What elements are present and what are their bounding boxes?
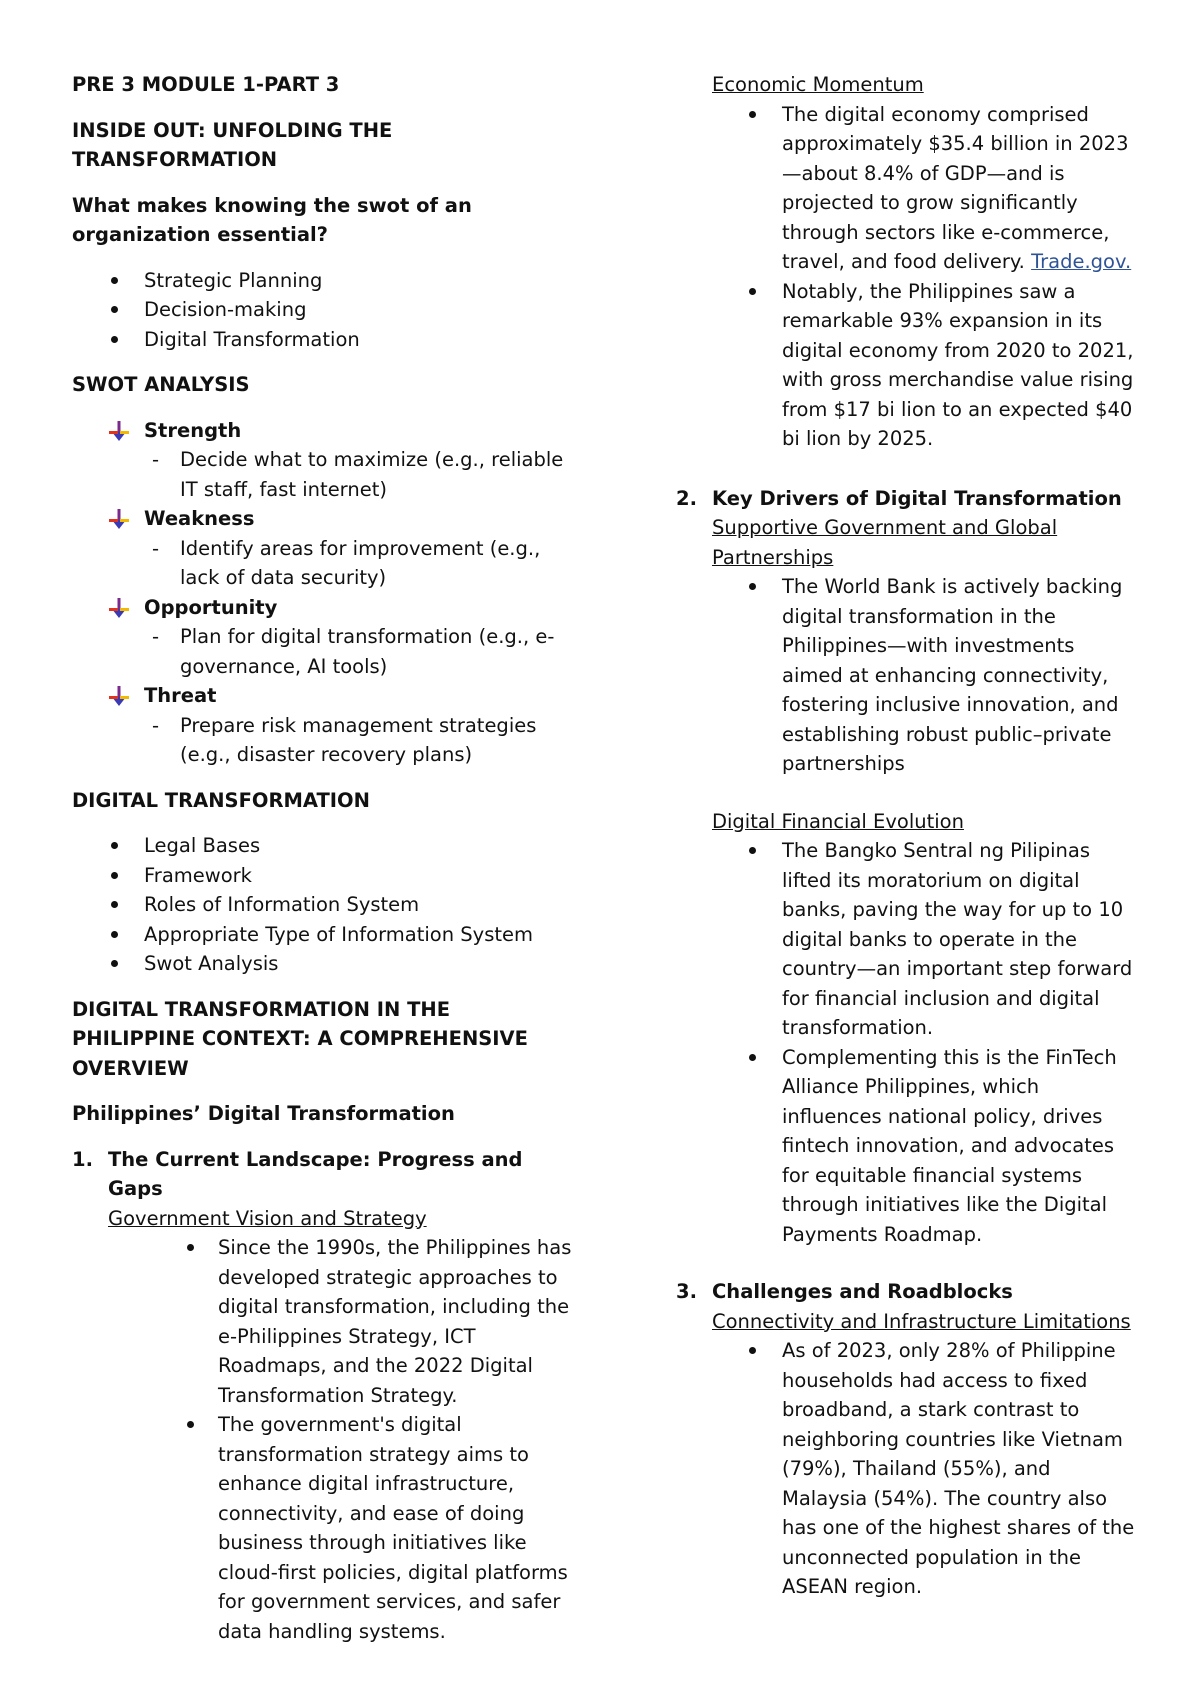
swot-label: Opportunity bbox=[144, 595, 278, 619]
section-number: 1. bbox=[72, 1147, 93, 1171]
question-list bbox=[72, 266, 572, 355]
list-item: Swot Analysis bbox=[72, 949, 572, 979]
arrow-bullet-icon bbox=[108, 420, 130, 442]
list-item: Since the 1990s, the Philippines has developed strategic approaches to digital transformation, including the e-Philippines Strategy, ICT Roadmaps, and the 2022 Digital Transformation Strategy. bbox=[72, 1233, 572, 1410]
swot-label: Strength bbox=[144, 418, 242, 442]
section-1 bbox=[72, 1145, 572, 1234]
swot-item-opportunity bbox=[72, 593, 572, 623]
swot-desc: - Identify areas for improvement (e.g., lack of data security) bbox=[72, 534, 572, 593]
section-title: Challenges and Roadblocks bbox=[712, 1280, 1013, 1303]
swot-list bbox=[72, 416, 572, 770]
list-item: Legal Bases bbox=[72, 831, 572, 861]
swot-desc: - Plan for digital transformation (e.g., e-governance, AI tools) bbox=[72, 622, 572, 681]
section-title: The Current Landscape: Progress and Gaps bbox=[108, 1147, 523, 1200]
econ-bullets bbox=[670, 100, 1140, 454]
swot-item-weakness bbox=[72, 504, 572, 534]
ph-heading: Philippines’ Digital Transformation bbox=[72, 1102, 455, 1125]
section-3 bbox=[670, 1277, 1140, 1336]
trade-gov-link[interactable]: Trade.gov. bbox=[1031, 250, 1132, 273]
section-2 bbox=[670, 484, 1140, 573]
arrow-bullet-icon bbox=[108, 508, 130, 530]
econ-subhead: Economic Momentum bbox=[712, 73, 924, 96]
section-2-bullets-2 bbox=[670, 836, 1140, 1249]
list-item: The World Bank is actively backing digital transformation in the Philippines—with investments aimed at enhancing connectivity, fostering inclusive innovation, and establishing robust public–private partnerships bbox=[670, 572, 1140, 779]
section-title: Key Drivers of Digital Transformation bbox=[712, 486, 1122, 510]
list-item: As of 2023, only 28% of Philippine households had access to fixed broadband, a stark contrast to neighboring countries like Vietnam (79%), Thailand (55%), and Malaysia (54%). The country also has one of the highest shares of the unconnected population in the ASEAN region. bbox=[670, 1336, 1140, 1602]
econ-bullet-text: The digital economy comprised approximately $35.4 billion in 2023—about 8.4% of GDP—and is projected to grow significantly through sectors like e-commerce, travel, and food delivery. bbox=[782, 102, 1129, 273]
section-number: 2. bbox=[676, 486, 697, 510]
swot-desc: - Prepare risk management strategies (e.g., disaster recovery plans) bbox=[72, 711, 572, 770]
section-subhead: Supportive Government and Global Partnerships bbox=[712, 516, 1058, 569]
document-subtitle: INSIDE OUT: UNFOLDING THE TRANSFORMATION bbox=[72, 118, 393, 171]
list-item: Decision-making bbox=[72, 295, 572, 325]
arrow-bullet-icon bbox=[108, 597, 130, 619]
section-3-bullets bbox=[670, 1336, 1140, 1602]
arrow-bullet-icon bbox=[108, 685, 130, 707]
list-item: Roles of Information System bbox=[72, 890, 572, 920]
list-item: The Bangko Sentral ng Pilipinas lifted its moratorium on digital banks, paving the way for up to 10 digital banks to operate in the country—an important step forward for financial inclusion and digital transformation. bbox=[670, 836, 1140, 1043]
document-title: PRE 3 MODULE 1-PART 3 bbox=[72, 73, 340, 96]
swot-desc: - Decide what to maximize (e.g., reliable IT staff, fast internet) bbox=[72, 445, 572, 504]
list-item: Appropriate Type of Information System bbox=[72, 920, 572, 950]
section-number: 3. bbox=[676, 1280, 697, 1303]
swot-item-strength bbox=[72, 416, 572, 446]
section-1-bullets bbox=[72, 1233, 572, 1646]
list-item: Strategic Planning bbox=[72, 266, 572, 296]
section-2-bullets-1 bbox=[670, 572, 1140, 779]
section-subhead: Digital Financial Evolution bbox=[712, 809, 964, 833]
swot-heading: SWOT ANALYSIS bbox=[72, 373, 250, 396]
list-item bbox=[670, 100, 1140, 277]
list-item: Complementing this is the FinTech Alliance Philippines, which influences national policy, drives fintech innovation, and advocates for equitable financial systems through initiatives like the Digital Payments Roadmap. bbox=[670, 1043, 1140, 1250]
list-item: Framework bbox=[72, 861, 572, 891]
swot-label: Weakness bbox=[144, 507, 255, 530]
list-item: Digital Transformation bbox=[72, 325, 572, 355]
right-column bbox=[670, 70, 1140, 1602]
left-column bbox=[72, 70, 572, 1646]
question-heading: What makes knowing the swot of an organization essential? bbox=[72, 193, 472, 246]
section-subhead: Connectivity and Infrastructure Limitations bbox=[712, 1309, 1131, 1333]
dt-list bbox=[72, 831, 572, 979]
swot-item-threat bbox=[72, 681, 572, 711]
section-subhead: Government Vision and Strategy bbox=[108, 1206, 427, 1230]
list-item: The government's digital transformation strategy aims to enhance digital infrastructure, connectivity, and ease of doing business through initiatives like cloud-first policies, digital platforms for government services, and safer data handling systems. bbox=[72, 1410, 572, 1646]
dt-heading: DIGITAL TRANSFORMATION bbox=[72, 788, 370, 812]
list-item: Notably, the Philippines saw a remarkable 93% expansion in its digital economy from 2020 to 2021, with gross merchandise value rising from $17 bi lion to an expected $40 bi lion by 2025. bbox=[670, 277, 1140, 454]
swot-label: Threat bbox=[144, 684, 217, 707]
context-heading: DIGITAL TRANSFORMATION IN THE PHILIPPINE CONTEXT: A COMPREHENSIVE OVERVIEW bbox=[72, 997, 528, 1080]
